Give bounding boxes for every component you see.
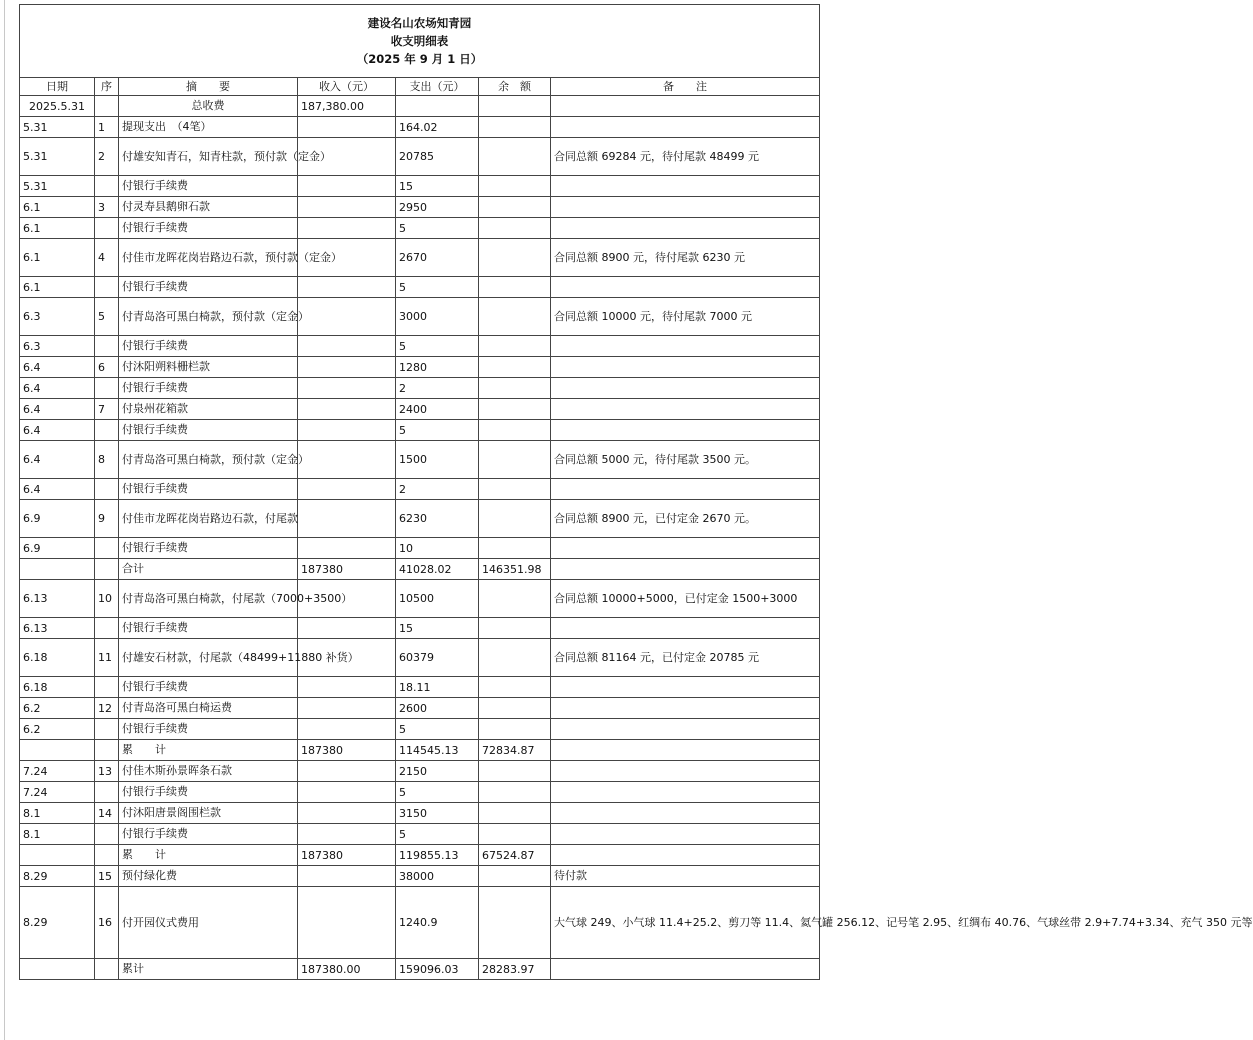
cell-balance [479, 639, 551, 677]
cell-income [298, 441, 396, 479]
cell-seq: 2 [95, 138, 119, 176]
cell-income [298, 698, 396, 719]
cell-balance [479, 677, 551, 698]
cell-expense: 15 [396, 618, 479, 639]
table-row [20, 559, 820, 580]
cell-expense: 5 [396, 824, 479, 845]
cell-income [298, 677, 396, 698]
cell-note [551, 277, 820, 298]
page-margin-edge [4, 0, 11, 1040]
cell-note [551, 479, 820, 500]
cell-note [551, 117, 820, 138]
cell-balance [479, 176, 551, 197]
cell-seq [95, 479, 119, 500]
cell-balance [479, 580, 551, 618]
cell-date: 6.3 [20, 336, 95, 357]
cell-income [298, 719, 396, 740]
table-row [20, 580, 820, 618]
cell-date: 8.1 [20, 824, 95, 845]
cell-note [551, 378, 820, 399]
cell-summary: 付佳木斯孙景晖条石款 [119, 761, 298, 782]
cell-expense: 5 [396, 782, 479, 803]
cell-summary: 累 计 [119, 740, 298, 761]
cell-summary: 付青岛洛可黑白椅款，付尾款（7000+3500） [119, 580, 298, 618]
cell-balance [479, 357, 551, 378]
cell-note [551, 698, 820, 719]
cell-expense: 18.11 [396, 677, 479, 698]
table-row [20, 239, 820, 277]
cell-note [551, 538, 820, 559]
ledger-table [19, 4, 1253, 980]
cell-date: 8.1 [20, 803, 95, 824]
cell-expense: 15 [396, 176, 479, 197]
table-row [20, 959, 820, 980]
cell-seq: 12 [95, 698, 119, 719]
cell-date: 6.4 [20, 420, 95, 441]
cell-note [551, 420, 820, 441]
cell-date: 6.4 [20, 399, 95, 420]
table-row [20, 538, 820, 559]
cell-balance [479, 782, 551, 803]
cell-income: 187380.00 [298, 959, 396, 980]
cell-balance [479, 803, 551, 824]
cell-summary: 累计 [119, 959, 298, 980]
cell-summary: 付雄安知青石，知青柱款，预付款（定金） [119, 138, 298, 176]
cell-expense: 5 [396, 336, 479, 357]
cell-date: 6.13 [20, 580, 95, 618]
cell-note [551, 618, 820, 639]
cell-summary: 总收费 [119, 96, 298, 117]
cell-date: 6.1 [20, 197, 95, 218]
table-row [20, 420, 820, 441]
cell-date [20, 559, 95, 580]
cell-expense [396, 96, 479, 117]
cell-date: 7.24 [20, 761, 95, 782]
cell-expense: 2150 [396, 761, 479, 782]
cell-summary: 付银行手续费 [119, 618, 298, 639]
cell-income [298, 378, 396, 399]
cell-summary: 付雄安石材款，付尾款（48499+11880 补货） [119, 639, 298, 677]
cell-balance [479, 378, 551, 399]
cell-date: 6.1 [20, 277, 95, 298]
table-row [20, 824, 820, 845]
cell-date: 7.24 [20, 782, 95, 803]
cell-seq [95, 420, 119, 441]
cell-expense: 2400 [396, 399, 479, 420]
cell-summary: 付银行手续费 [119, 176, 298, 197]
cell-seq: 10 [95, 580, 119, 618]
table-row [20, 138, 820, 176]
cell-balance [479, 824, 551, 845]
cell-income [298, 803, 396, 824]
table-row [20, 677, 820, 698]
table-row [20, 719, 820, 740]
cell-balance [479, 117, 551, 138]
table-title [20, 5, 820, 78]
cell-seq: 11 [95, 639, 119, 677]
title-line-2: 收支明细表 [390, 34, 449, 48]
cell-date: 6.2 [20, 698, 95, 719]
table-row [20, 845, 820, 866]
cell-income [298, 336, 396, 357]
cell-expense: 38000 [396, 866, 479, 887]
cell-date: 6.18 [20, 677, 95, 698]
table-row [20, 277, 820, 298]
cell-summary: 付银行手续费 [119, 218, 298, 239]
table-row [20, 866, 820, 887]
cell-income: 187,380.00 [298, 96, 396, 117]
cell-expense: 5 [396, 277, 479, 298]
cell-date: 6.9 [20, 500, 95, 538]
cell-note: 待付款 [551, 866, 820, 887]
cell-date [20, 740, 95, 761]
table-row [20, 479, 820, 500]
cell-summary: 付青岛洛可黑白椅款，预付款（定金） [119, 441, 298, 479]
cell-seq [95, 618, 119, 639]
cell-balance [479, 298, 551, 336]
cell-expense: 114545.13 [396, 740, 479, 761]
cell-note: 大气球 249、小气球 11.4+25.2、剪刀等 11.4、氦气罐 256.12、记号笔 2.95、红绸布 40.76、气球丝带 2.9+7.74+3.34、充气 350 元等 [551, 887, 820, 959]
cell-summary: 付开园仪式费用 [119, 887, 298, 959]
cell-date: 2025.5.31 [20, 96, 95, 117]
cell-note [551, 218, 820, 239]
cell-summary: 预付绿化费 [119, 866, 298, 887]
cell-seq: 4 [95, 239, 119, 277]
cell-summary: 付佳市龙晖花岗岩路边石款，付尾款 [119, 500, 298, 538]
table-row [20, 803, 820, 824]
cell-summary: 付银行手续费 [119, 420, 298, 441]
cell-summary: 付银行手续费 [119, 277, 298, 298]
cell-seq: 13 [95, 761, 119, 782]
cell-seq: 5 [95, 298, 119, 336]
cell-expense: 2950 [396, 197, 479, 218]
cell-date: 6.1 [20, 239, 95, 277]
cell-summary: 付青岛洛可黑白椅运费 [119, 698, 298, 719]
cell-balance [479, 218, 551, 239]
cell-expense: 60379 [396, 639, 479, 677]
cell-seq: 1 [95, 117, 119, 138]
cell-seq [95, 677, 119, 698]
cell-note [551, 677, 820, 698]
cell-summary: 付银行手续费 [119, 479, 298, 500]
cell-expense: 5 [396, 218, 479, 239]
cell-income [298, 298, 396, 336]
cell-expense: 5 [396, 420, 479, 441]
cell-note [551, 559, 820, 580]
cell-seq [95, 538, 119, 559]
cell-expense: 2 [396, 479, 479, 500]
cell-date: 6.4 [20, 441, 95, 479]
cell-income [298, 399, 396, 420]
cell-date [20, 845, 95, 866]
cell-summary: 付银行手续费 [119, 824, 298, 845]
cell-balance [479, 96, 551, 117]
cell-income [298, 357, 396, 378]
table-row [20, 399, 820, 420]
cell-expense: 10 [396, 538, 479, 559]
cell-date: 6.18 [20, 639, 95, 677]
cell-seq: 14 [95, 803, 119, 824]
cell-balance [479, 479, 551, 500]
cell-income [298, 176, 396, 197]
cell-note: 合同总额 10000 元，待付尾款 7000 元 [551, 298, 820, 336]
cell-note [551, 782, 820, 803]
cell-date: 6.4 [20, 357, 95, 378]
cell-income [298, 618, 396, 639]
cell-balance [479, 197, 551, 218]
cell-summary: 付银行手续费 [119, 538, 298, 559]
cell-seq: 7 [95, 399, 119, 420]
cell-note [551, 803, 820, 824]
cell-summary: 付银行手续费 [119, 782, 298, 803]
cell-income [298, 197, 396, 218]
cell-balance [479, 618, 551, 639]
cell-summary: 付沐阳朔料栅栏款 [119, 357, 298, 378]
cell-summary: 付银行手续费 [119, 336, 298, 357]
table-row [20, 500, 820, 538]
cell-expense: 1240.9 [396, 887, 479, 959]
cell-summary: 付银行手续费 [119, 677, 298, 698]
cell-expense: 10500 [396, 580, 479, 618]
table-row [20, 357, 820, 378]
table-row [20, 639, 820, 677]
table-row [20, 782, 820, 803]
table-row [20, 441, 820, 479]
cell-seq [95, 96, 119, 117]
cell-summary: 付泉州花箱款 [119, 399, 298, 420]
cell-balance [479, 500, 551, 538]
cell-note [551, 176, 820, 197]
table-row [20, 197, 820, 218]
header-summary: 摘 要 [119, 78, 298, 96]
table-row [20, 698, 820, 719]
cell-balance [479, 887, 551, 959]
cell-summary: 付银行手续费 [119, 719, 298, 740]
cell-seq [95, 845, 119, 866]
cell-balance: 146351.98 [479, 559, 551, 580]
table-row [20, 887, 820, 959]
cell-seq: 16 [95, 887, 119, 959]
cell-expense: 1280 [396, 357, 479, 378]
cell-date: 5.31 [20, 138, 95, 176]
cell-date: 8.29 [20, 866, 95, 887]
ledger-sheet [19, 4, 1253, 1040]
table-row [20, 218, 820, 239]
cell-balance [479, 277, 551, 298]
cell-seq [95, 719, 119, 740]
cell-expense: 3150 [396, 803, 479, 824]
cell-balance [479, 336, 551, 357]
cell-balance [479, 441, 551, 479]
cell-summary: 付银行手续费 [119, 378, 298, 399]
cell-income [298, 887, 396, 959]
cell-date: 5.31 [20, 117, 95, 138]
header-income: 收入（元） [298, 78, 396, 96]
cell-summary: 付沐阳唐景阁围栏款 [119, 803, 298, 824]
cell-seq: 9 [95, 500, 119, 538]
cell-note [551, 96, 820, 117]
cell-income [298, 761, 396, 782]
cell-date [20, 959, 95, 980]
cell-date: 6.2 [20, 719, 95, 740]
cell-expense: 119855.13 [396, 845, 479, 866]
cell-balance [479, 138, 551, 176]
cell-seq: 8 [95, 441, 119, 479]
cell-note: 合同总额 8900 元，已付定金 2670 元。 [551, 500, 820, 538]
cell-expense: 2670 [396, 239, 479, 277]
cell-date: 5.31 [20, 176, 95, 197]
header-row [20, 78, 820, 96]
cell-note [551, 761, 820, 782]
cell-income [298, 479, 396, 500]
cell-note: 合同总额 69284 元，待付尾款 48499 元 [551, 138, 820, 176]
cell-note [551, 399, 820, 420]
cell-expense: 41028.02 [396, 559, 479, 580]
cell-seq [95, 176, 119, 197]
cell-income [298, 218, 396, 239]
cell-seq: 15 [95, 866, 119, 887]
cell-seq [95, 959, 119, 980]
cell-summary: 提现支出 （4笔） [119, 117, 298, 138]
cell-note [551, 719, 820, 740]
cell-seq [95, 336, 119, 357]
cell-balance [479, 399, 551, 420]
cell-expense: 2600 [396, 698, 479, 719]
title-line-1: 建设名山农场知青园 [367, 16, 472, 30]
cell-note [551, 959, 820, 980]
cell-balance: 72834.87 [479, 740, 551, 761]
cell-note [551, 197, 820, 218]
cell-balance [479, 719, 551, 740]
header-balance: 余 额 [479, 78, 551, 96]
cell-expense: 1500 [396, 441, 479, 479]
table-row [20, 618, 820, 639]
cell-expense: 159096.03 [396, 959, 479, 980]
table-row [20, 117, 820, 138]
cell-summary: 付灵寿县鹅卵石款 [119, 197, 298, 218]
cell-income [298, 866, 396, 887]
cell-income [298, 500, 396, 538]
cell-income [298, 782, 396, 803]
cell-seq [95, 824, 119, 845]
cell-date: 6.4 [20, 479, 95, 500]
cell-note [551, 824, 820, 845]
cell-date: 6.9 [20, 538, 95, 559]
table-row [20, 378, 820, 399]
cell-date: 6.3 [20, 298, 95, 336]
table-row [20, 96, 820, 117]
cell-balance [479, 239, 551, 277]
cell-income [298, 117, 396, 138]
cell-balance [479, 420, 551, 441]
cell-note [551, 740, 820, 761]
cell-seq [95, 782, 119, 803]
cell-summary: 合计 [119, 559, 298, 580]
cell-income [298, 420, 396, 441]
cell-seq: 6 [95, 357, 119, 378]
cell-seq: 3 [95, 197, 119, 218]
table-row [20, 176, 820, 197]
cell-balance [479, 538, 551, 559]
cell-expense: 5 [396, 719, 479, 740]
cell-balance [479, 761, 551, 782]
cell-note [551, 357, 820, 378]
table-row [20, 761, 820, 782]
cell-balance [479, 866, 551, 887]
cell-seq [95, 378, 119, 399]
cell-balance [479, 698, 551, 719]
cell-income [298, 824, 396, 845]
table-row [20, 298, 820, 336]
cell-note: 合同总额 10000+5000，已付定金 1500+3000 [551, 580, 820, 618]
table-row [20, 740, 820, 761]
cell-expense: 3000 [396, 298, 479, 336]
header-notes: 备 注 [551, 78, 820, 96]
cell-summary: 累 计 [119, 845, 298, 866]
cell-date: 6.1 [20, 218, 95, 239]
cell-note: 合同总额 81164 元，已付定金 20785 元 [551, 639, 820, 677]
table-row [20, 336, 820, 357]
cell-seq [95, 740, 119, 761]
header-date: 日期 [20, 78, 95, 96]
cell-date: 6.13 [20, 618, 95, 639]
header-seq: 序 [95, 78, 119, 96]
cell-summary: 付青岛洛可黑白椅款，预付款（定金） [119, 298, 298, 336]
cell-expense: 2 [396, 378, 479, 399]
cell-income: 187380 [298, 559, 396, 580]
cell-note [551, 336, 820, 357]
cell-income: 187380 [298, 740, 396, 761]
cell-income [298, 277, 396, 298]
cell-note: 合同总额 8900 元，待付尾款 6230 元 [551, 239, 820, 277]
cell-date: 8.29 [20, 887, 95, 959]
cell-expense: 20785 [396, 138, 479, 176]
cell-balance: 28283.97 [479, 959, 551, 980]
cell-expense: 164.02 [396, 117, 479, 138]
cell-expense: 6230 [396, 500, 479, 538]
cell-seq [95, 218, 119, 239]
header-expense: 支出（元） [396, 78, 479, 96]
cell-income: 187380 [298, 845, 396, 866]
title-line-3: （2025 年 9 月 1 日） [356, 52, 483, 66]
cell-note [551, 845, 820, 866]
cell-seq [95, 277, 119, 298]
cell-balance: 67524.87 [479, 845, 551, 866]
cell-note: 合同总额 5000 元，待付尾款 3500 元。 [551, 441, 820, 479]
cell-income [298, 538, 396, 559]
cell-date: 6.4 [20, 378, 95, 399]
cell-summary: 付佳市龙晖花岗岩路边石款，预付款（定金） [119, 239, 298, 277]
cell-seq [95, 559, 119, 580]
